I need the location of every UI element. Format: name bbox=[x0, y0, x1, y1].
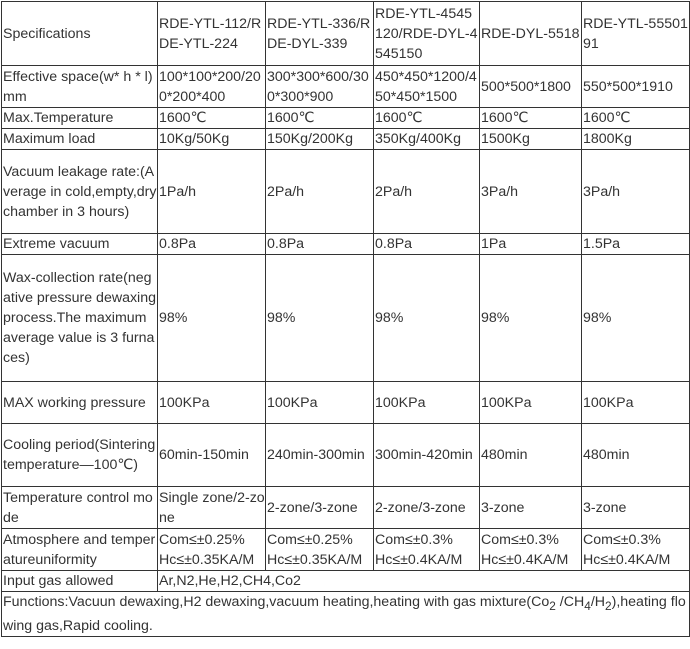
spec-value bbox=[480, 529, 582, 571]
spec-value: 98% bbox=[582, 255, 690, 382]
spec-value: 480min bbox=[480, 424, 582, 487]
spec-value: 2Pa/h bbox=[266, 150, 374, 234]
com-value: Com≤±0.3% bbox=[481, 531, 559, 548]
spec-value: 150Kg/200Kg bbox=[266, 129, 374, 150]
spec-value: 10Kg/50Kg bbox=[158, 129, 266, 150]
spec-value: 0.8Pa bbox=[374, 234, 480, 255]
row-max-temperature bbox=[2, 108, 690, 129]
spec-value: 1600℃ bbox=[480, 108, 582, 129]
model-header: RDE-YTL-5550191 bbox=[582, 2, 690, 66]
row-label: Wax-collection rate(negative pressure dewaxing process.The maximum average value is 3 furnaces) bbox=[2, 255, 158, 382]
com-value: Com≤±0.3% bbox=[583, 531, 661, 548]
spec-value: 3-zone bbox=[480, 487, 582, 529]
spec-value: 0.8Pa bbox=[158, 234, 266, 255]
row-cooling-period bbox=[2, 424, 690, 487]
com-value: Com≤±0.25% bbox=[159, 531, 245, 548]
spec-value: Single zone/2-zone bbox=[158, 487, 266, 529]
spec-value: 2-zone/3-zone bbox=[374, 487, 480, 529]
spec-value bbox=[374, 529, 480, 571]
specifications-header: Specifications bbox=[2, 2, 158, 66]
spec-value: 550*500*1910 bbox=[582, 66, 690, 108]
spec-value: 2-zone/3-zone bbox=[266, 487, 374, 529]
com-value: Com≤±0.3% bbox=[375, 531, 453, 548]
spec-value: 3-zone bbox=[582, 487, 690, 529]
row-functions bbox=[2, 592, 690, 637]
subscript: 4 bbox=[584, 598, 591, 613]
header-row bbox=[2, 2, 690, 66]
model-header: RDE-YTL-336/RDE-DYL-339 bbox=[266, 2, 374, 66]
row-label: Cooling period(Sintering temperature—100℃) bbox=[2, 424, 158, 487]
spec-value: 1600℃ bbox=[582, 108, 690, 129]
row-label: MAX working pressure bbox=[2, 382, 158, 424]
row-wax-collection-rate bbox=[2, 255, 690, 382]
row-input-gas bbox=[2, 571, 690, 592]
spec-value: 3Pa/h bbox=[480, 150, 582, 234]
spec-value: 2Pa/h bbox=[374, 150, 480, 234]
spec-value: 3Pa/h bbox=[582, 150, 690, 234]
row-label: Temperature control mode bbox=[2, 487, 158, 529]
spec-value: 100KPa bbox=[582, 382, 690, 424]
row-max-working-pressure bbox=[2, 382, 690, 424]
row-label: Maximum load bbox=[2, 129, 158, 150]
spec-value: 100KPa bbox=[266, 382, 374, 424]
spec-value bbox=[266, 529, 374, 571]
spec-value: 350Kg/400Kg bbox=[374, 129, 480, 150]
row-label: Effective space(w* h * l)mm bbox=[2, 66, 158, 108]
spec-value: 240min-300min bbox=[266, 424, 374, 487]
spec-value: 500*500*1800 bbox=[480, 66, 582, 108]
row-maximum-load bbox=[2, 129, 690, 150]
row-label: Extreme vacuum bbox=[2, 234, 158, 255]
model-header: RDE-YTL-4545120/RDE-DYL-4545150 bbox=[374, 2, 480, 66]
spec-value bbox=[158, 529, 266, 571]
spec-value: 1Pa bbox=[480, 234, 582, 255]
spec-value: 450*450*1200/450*450*1500 bbox=[374, 66, 480, 108]
hc-value: Hc≤±0.35KA/M bbox=[267, 551, 363, 568]
spec-value: 1500Kg bbox=[480, 129, 582, 150]
model-header: RDE-DYL-5518 bbox=[480, 2, 582, 66]
spec-value: 300*300*600/300*300*900 bbox=[266, 66, 374, 108]
row-label: Atmosphere and temperatureuniformity bbox=[2, 529, 158, 571]
spec-value: 0.8Pa bbox=[266, 234, 374, 255]
com-value: Com≤±0.25% bbox=[267, 531, 353, 548]
spec-value: 480min bbox=[582, 424, 690, 487]
spec-value bbox=[582, 529, 690, 571]
row-label: Vacuum leakage rate:(Average in cold,empty,dry chamber in 3 hours) bbox=[2, 150, 158, 234]
spec-value: 1600℃ bbox=[158, 108, 266, 129]
spec-value: 1Pa/h bbox=[158, 150, 266, 234]
spec-value: 1600℃ bbox=[266, 108, 374, 129]
spec-value: 1600℃ bbox=[374, 108, 480, 129]
row-vacuum-leakage-rate bbox=[2, 150, 690, 234]
row-label: Input gas allowed bbox=[2, 571, 158, 592]
row-atmosphere-uniformity bbox=[2, 529, 690, 571]
spec-value: 98% bbox=[374, 255, 480, 382]
spec-value: 100KPa bbox=[158, 382, 266, 424]
hc-value: Hc≤±0.4KA/M bbox=[375, 551, 463, 568]
spec-value: 100KPa bbox=[480, 382, 582, 424]
spec-value: 60min-150min bbox=[158, 424, 266, 487]
specifications-table bbox=[1, 1, 690, 637]
spec-value: 98% bbox=[266, 255, 374, 382]
row-temperature-control-mode bbox=[2, 487, 690, 529]
row-label: Max.Temperature bbox=[2, 108, 158, 129]
input-gas-value: Ar,N2,He,H2,CH4,Co2 bbox=[158, 571, 690, 592]
row-effective-space bbox=[2, 66, 690, 108]
spec-value: 1.5Pa bbox=[582, 234, 690, 255]
spec-value: 100*100*200/200*200*400 bbox=[158, 66, 266, 108]
subscript: 2 bbox=[549, 598, 556, 613]
hc-value: Hc≤±0.4KA/M bbox=[481, 551, 569, 568]
functions-text: Functions:Vacuun dewaxing,H2 dewaxing,vacuum heating,heating with gas $mixture(Co_2$ $/CH_4/H_2),heating$ flowing gas,Rapid cooling. bbox=[2, 592, 690, 637]
spec-value: 98% bbox=[480, 255, 582, 382]
spec-value: 300min-420min bbox=[374, 424, 480, 487]
model-header: RDE-YTL-112/RDE-YTL-224 bbox=[158, 2, 266, 66]
spec-value: 98% bbox=[158, 255, 266, 382]
subscript: 2 bbox=[605, 598, 612, 613]
spec-value: 1800Kg bbox=[582, 129, 690, 150]
hc-value: Hc≤±0.35KA/M bbox=[159, 551, 255, 568]
row-extreme-vacuum bbox=[2, 234, 690, 255]
spec-value: 100KPa bbox=[374, 382, 480, 424]
hc-value: Hc≤±0.4KA/M bbox=[583, 551, 671, 568]
